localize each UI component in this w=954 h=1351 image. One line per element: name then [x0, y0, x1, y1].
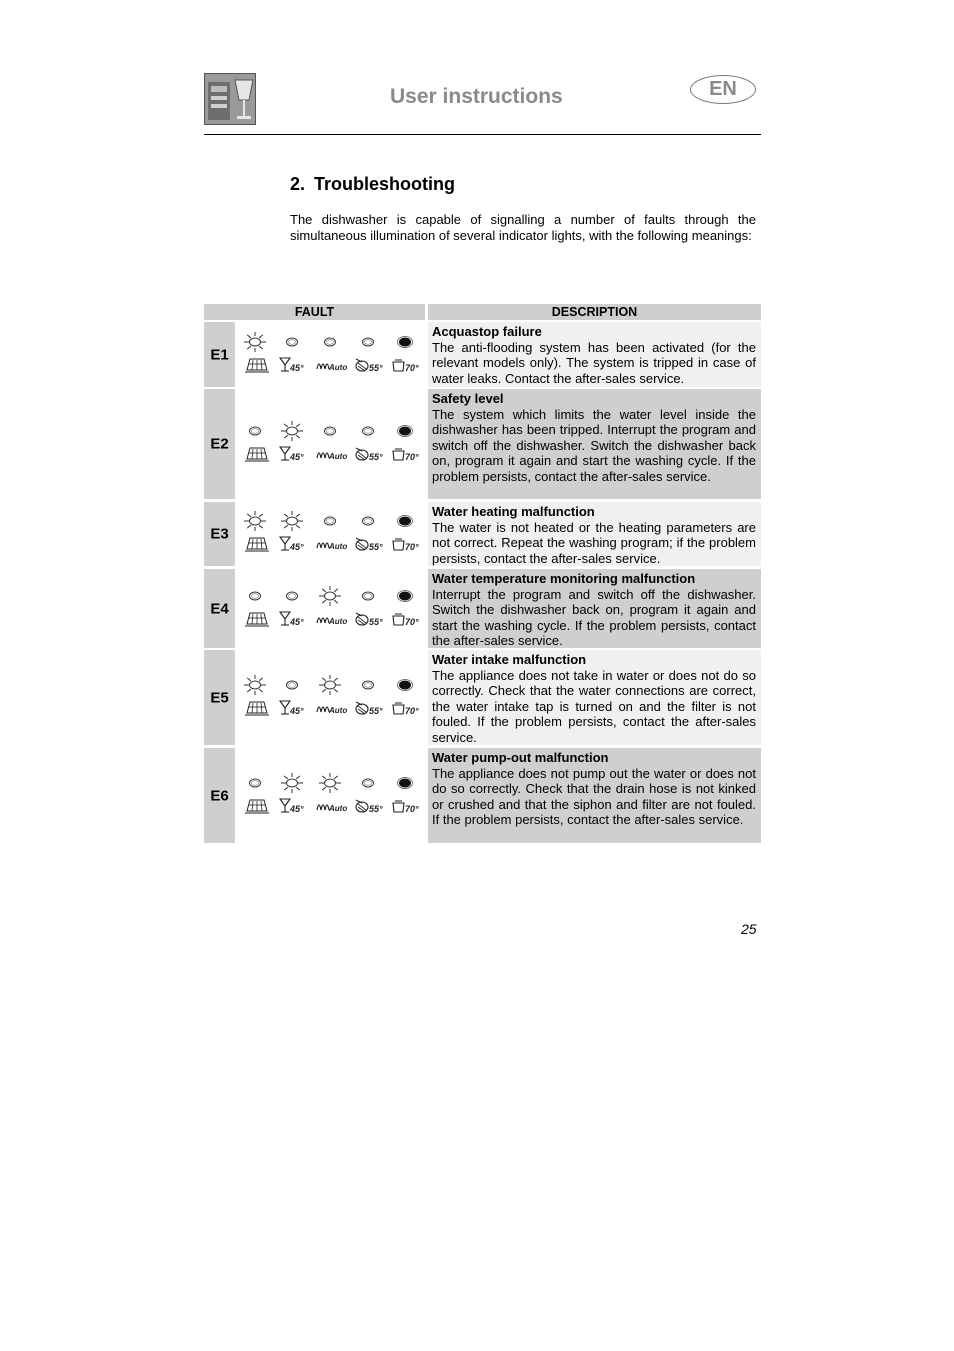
glass-45-program-icon [277, 356, 313, 374]
svg-text:Auto: Auto [329, 542, 348, 551]
svg-text:Auto: Auto [329, 803, 348, 813]
svg-text:Auto: Auto [329, 705, 348, 715]
fault-code: E3 [210, 525, 229, 543]
prewash-indicator-light-icon [238, 674, 272, 696]
auto-indicator-light-icon [313, 674, 347, 696]
fault-title: Water temperature monitoring malfunction [432, 571, 696, 586]
pot-70-indicator-light-icon [388, 510, 422, 532]
svg-text:55°: 55° [369, 705, 383, 716]
auto-program-icon [315, 535, 351, 553]
indicator-lights-cell [238, 389, 425, 499]
auto-indicator-light-icon [313, 331, 347, 353]
page-number: 25 [741, 921, 757, 937]
fault-description-cell [428, 650, 761, 745]
pot-70-program-icon [390, 535, 426, 553]
auto-program-icon [315, 797, 351, 815]
header-title: User instructions [390, 85, 563, 108]
fault-code: E5 [210, 689, 229, 706]
pot-70-indicator-light-icon [388, 585, 422, 607]
fault-column-header: FAULT [204, 304, 425, 320]
auto-program-icon [315, 356, 351, 374]
fault-description: The appliance does not pump out the water or does not do so correctly. Check that the drain hose is not kinked or crushed and that the siphon and filter are not fouled. If the problem persists, contact the after-sales service. [432, 765, 756, 828]
svg-text:70°: 70° [405, 542, 419, 552]
header-divider [204, 134, 761, 135]
svg-text:55°: 55° [369, 803, 383, 814]
fault-title: Water intake malfunction [432, 652, 587, 667]
pot-70-program-icon [390, 445, 426, 463]
pot-70-program-icon [390, 699, 426, 717]
pan-55-program-icon [353, 699, 389, 717]
fault-description: The anti-flooding system has been activated (for the relevant models only). The system is tripped in case of water leaks. Contact the after-sales service. [432, 339, 756, 386]
prewash-indicator-light-icon [238, 585, 272, 607]
glass-45-indicator-light-icon [275, 510, 309, 532]
glass-45-program-icon [277, 535, 313, 553]
prewash-program-icon [240, 535, 276, 553]
fault-code: E6 [210, 787, 229, 804]
svg-text:70°: 70° [405, 705, 419, 716]
glass-45-program-icon [277, 797, 313, 815]
glass-45-program-icon [277, 610, 313, 628]
glass-45-indicator-light-icon [275, 585, 309, 607]
auto-indicator-light-icon [313, 420, 347, 442]
pan-55-indicator-light-icon [351, 585, 385, 607]
prewash-indicator-light-icon [238, 772, 272, 794]
fault-title: Water heating malfunction [432, 504, 595, 519]
svg-text:70°: 70° [405, 616, 419, 627]
svg-text:55°: 55° [369, 362, 383, 373]
fault-description-cell [428, 502, 761, 566]
fault-title: Safety level [432, 391, 504, 406]
fault-code-cell [204, 650, 235, 745]
svg-text:55°: 55° [369, 616, 383, 627]
svg-text:55°: 55° [369, 452, 383, 462]
svg-text:Auto: Auto [329, 452, 348, 461]
fault-description: The water is not heated or the heating parameters are not correct. Repeat the washing program; if the problem persists, contact the after-sales service. [432, 519, 756, 566]
fault-description: The system which limits the water level inside the dishwasher has been tripped. Interrupt the program and switch off the dishwasher. Switch the dishwasher back on, program it again and start the washing cycle. If the problem persists, contact the after-sales service. [432, 406, 756, 484]
svg-text:45°: 45° [290, 705, 304, 716]
language-badge: EN [690, 75, 756, 104]
auto-program-icon [315, 699, 351, 717]
fault-description-cell [428, 322, 761, 387]
svg-text:70°: 70° [405, 452, 419, 462]
glass-45-indicator-light-icon [275, 772, 309, 794]
glass-45-program-icon [277, 445, 313, 463]
intro-paragraph: The dishwasher is capable of signalling a number of faults through the simultaneous illumination of several indicator lights, with the following meanings: [290, 212, 756, 243]
prewash-indicator-light-icon [238, 420, 272, 442]
svg-text:Auto: Auto [329, 616, 348, 626]
prewash-program-icon [240, 356, 276, 374]
fault-code: E4 [210, 600, 229, 617]
svg-text:45°: 45° [290, 362, 304, 373]
fault-description: The appliance does not take in water or does not do so correctly. Check that the water connections are correct, the water intake tap is turned on and the filter is not fouled. If the problem persists, contact the after-sales service. [432, 667, 756, 745]
prewash-program-icon [240, 445, 276, 463]
auto-indicator-light-icon [313, 772, 347, 794]
pot-70-indicator-light-icon [388, 331, 422, 353]
svg-text:45°: 45° [290, 542, 304, 552]
section-title [290, 174, 455, 195]
description-column-header: DESCRIPTION [428, 304, 761, 320]
prewash-indicator-light-icon [238, 510, 272, 532]
section-title-text: Troubleshooting [314, 174, 456, 194]
fault-code: E1 [210, 346, 229, 363]
indicator-lights-cell [238, 502, 425, 566]
glass-45-program-icon [277, 699, 313, 717]
pan-55-program-icon [353, 797, 389, 815]
pan-55-program-icon [353, 535, 389, 553]
brand-logo-icon [204, 73, 256, 125]
indicator-lights-cell [238, 748, 425, 843]
svg-text:45°: 45° [290, 616, 304, 627]
pan-55-program-icon [353, 445, 389, 463]
indicator-lights-cell [238, 650, 425, 745]
pot-70-program-icon [390, 356, 426, 374]
glass-45-indicator-light-icon [275, 674, 309, 696]
pan-55-program-icon [353, 356, 389, 374]
fault-code-cell [204, 389, 235, 499]
svg-text:45°: 45° [290, 452, 304, 462]
svg-text:70°: 70° [405, 362, 419, 373]
pan-55-indicator-light-icon [351, 772, 385, 794]
fault-description-cell [428, 748, 761, 843]
pan-55-indicator-light-icon [351, 420, 385, 442]
svg-text:55°: 55° [369, 542, 383, 552]
pan-55-program-icon [353, 610, 389, 628]
auto-indicator-light-icon [313, 585, 347, 607]
prewash-indicator-light-icon [238, 331, 272, 353]
svg-text:Auto: Auto [329, 362, 348, 372]
pot-70-indicator-light-icon [388, 772, 422, 794]
glass-45-indicator-light-icon [275, 420, 309, 442]
fault-title: Water pump-out malfunction [432, 750, 609, 765]
prewash-program-icon [240, 797, 276, 815]
fault-description: Interrupt the program and switch off the dishwasher. Switch the dishwasher back on, program it again and start the washing cycle. If the problem persists, contact the after-sales service. [432, 586, 756, 649]
glass-45-indicator-light-icon [275, 331, 309, 353]
pan-55-indicator-light-icon [351, 674, 385, 696]
pot-70-indicator-light-icon [388, 674, 422, 696]
svg-text:70°: 70° [405, 803, 419, 814]
indicator-lights-cell [238, 322, 425, 387]
fault-code-cell [204, 502, 235, 566]
auto-indicator-light-icon [313, 510, 347, 532]
section-number: 2. [290, 174, 306, 194]
auto-program-icon [315, 445, 351, 463]
pot-70-indicator-light-icon [388, 420, 422, 442]
pot-70-program-icon [390, 797, 426, 815]
fault-title: Acquastop failure [432, 324, 542, 339]
pot-70-program-icon [390, 610, 426, 628]
fault-code-cell [204, 748, 235, 843]
prewash-program-icon [240, 699, 276, 717]
fault-code-cell [204, 322, 235, 387]
auto-program-icon [315, 610, 351, 628]
fault-code: E2 [210, 435, 229, 453]
fault-code-cell [204, 569, 235, 648]
prewash-program-icon [240, 610, 276, 628]
fault-description-cell [428, 569, 761, 648]
fault-description-cell [428, 389, 761, 499]
indicator-lights-cell [238, 569, 425, 648]
pan-55-indicator-light-icon [351, 510, 385, 532]
pan-55-indicator-light-icon [351, 331, 385, 353]
svg-text:45°: 45° [290, 803, 304, 814]
